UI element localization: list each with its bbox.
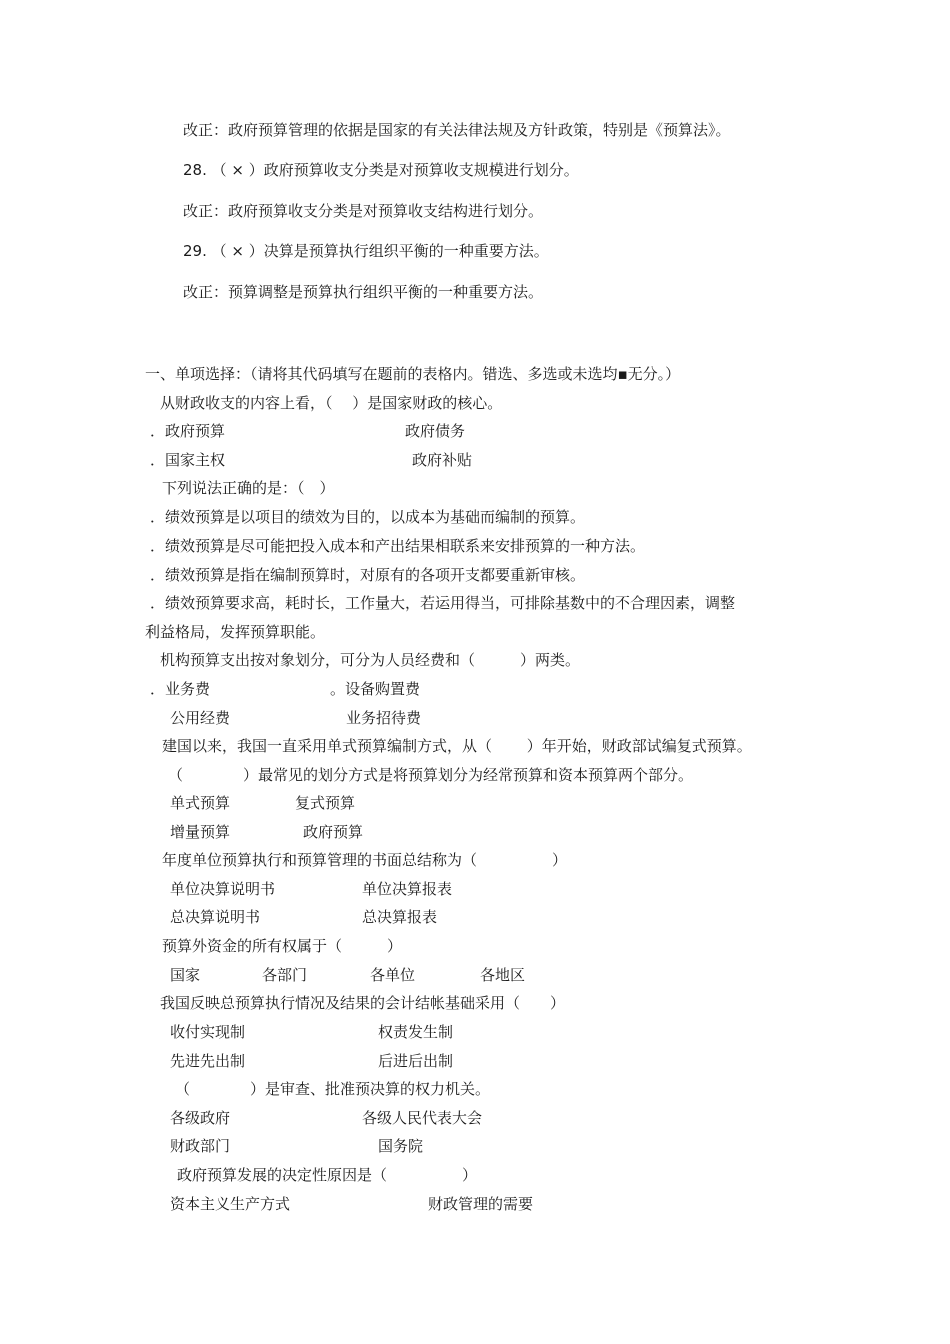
q9-option-c: 财政部门 <box>170 1137 231 1155</box>
correction-29: 改正：预算调整是预算执行组织平衡的一种重要方法。 <box>183 283 544 301</box>
q8-option-c: 先进先出制 <box>170 1052 246 1070</box>
q7-option-b: 各部门 <box>262 966 308 984</box>
q7-option-d: 各地区 <box>480 966 526 984</box>
section-title: 一、单项选择：（请将其代码填写在题前的表格内。错选、多选或未选均▪无分。） <box>145 365 681 383</box>
q2-option-d-line2: 利益格局，发挥预算职能。 <box>145 623 326 641</box>
q5-option-a: 单式预算 <box>170 794 231 812</box>
q3-stem: 机构预算支出按对象划分，可分为人员经费和（ ）两类。 <box>160 651 581 669</box>
q8-stem: 我国反映总预算执行情况及结果的会计结帐基础采用（ ） <box>160 994 566 1012</box>
q2-option-a: ．绩效预算是以项目的绩效为目的，以成本为基础而编制的预算。 <box>150 508 586 526</box>
q6-option-c: 总决算说明书 <box>170 908 261 926</box>
q8-option-a: 收付实现制 <box>170 1023 246 1041</box>
q8-option-b: 权责发生制 <box>378 1023 454 1041</box>
q5-option-c: 增量预算 <box>170 823 231 841</box>
q1-option-b: 政府债务 <box>405 422 466 440</box>
q1-option-a: ．政府预算 <box>150 422 226 440</box>
q10-stem: 政府预算发展的决定性原因是（ ） <box>177 1166 478 1184</box>
q9-stem: （ ）是审查、批准预决算的权力机关。 <box>175 1080 491 1098</box>
q2-option-c: ．绩效预算是指在编制预算时，对原有的各项开支都要重新审核。 <box>150 566 586 584</box>
q5-option-d: 政府预算 <box>303 823 364 841</box>
q9-option-b: 各级人民代表大会 <box>362 1109 483 1127</box>
q10-option-b: 财政管理的需要 <box>428 1195 534 1213</box>
q9-option-d: 国务院 <box>378 1137 424 1155</box>
q2-stem: 下列说法正确的是：（ ） <box>162 479 335 497</box>
q3-option-a: ．业务费 <box>150 680 211 698</box>
q3-option-b: 。设备购置费 <box>330 680 421 698</box>
q5-option-b: 复式预算 <box>295 794 356 812</box>
q6-option-a: 单位决算说明书 <box>170 880 276 898</box>
q7-option-a: 国家 <box>170 966 201 984</box>
q1-option-d: 政府补贴 <box>412 451 473 469</box>
q2-option-d-line1: ．绩效预算要求高，耗时长，工作量大，若运用得当，可排除基数中的不合理因素，调整 <box>150 594 736 612</box>
q5-stem: （ ）最常见的划分方式是将预算划分为经常预算和资本预算两个部分。 <box>168 766 694 784</box>
q1-stem: 从财政收支的内容上看，（ ）是国家财政的核心。 <box>160 394 503 412</box>
correction-28: 改正：政府预算收支分类是对预算收支结构进行划分。 <box>183 202 544 220</box>
q7-option-c: 各单位 <box>370 966 416 984</box>
question-29: 29. （ × ）决算是预算执行组织平衡的一种重要方法。 <box>183 242 549 260</box>
q1-option-c: ．国家主权 <box>150 451 226 469</box>
q6-option-b: 单位决算报表 <box>362 880 453 898</box>
q10-option-a: 资本主义生产方式 <box>170 1195 291 1213</box>
q2-option-b: ．绩效预算是尽可能把投入成本和产出结果相联系来安排预算的一种方法。 <box>150 537 646 555</box>
correction-27: 改正：政府预算管理的依据是国家的有关法律法规及方针政策，特别是《预算法》。 <box>183 121 731 139</box>
q9-option-a: 各级政府 <box>170 1109 231 1127</box>
q7-stem: 预算外资金的所有权属于（ ） <box>162 937 403 955</box>
q8-option-d: 后进后出制 <box>378 1052 454 1070</box>
q6-option-d: 总决算报表 <box>362 908 438 926</box>
q3-option-c: 公用经费 <box>170 709 231 727</box>
question-28: 28. （ × ）政府预算收支分类是对预算收支规模进行划分。 <box>183 161 579 179</box>
q3-option-d: 业务招待费 <box>346 709 422 727</box>
q6-stem: 年度单位预算执行和预算管理的书面总结称为（ ） <box>162 851 568 869</box>
q4-stem: 建国以来，我国一直采用单式预算编制方式，从（ ）年开始，财政部试编复式预算。 <box>162 737 752 755</box>
